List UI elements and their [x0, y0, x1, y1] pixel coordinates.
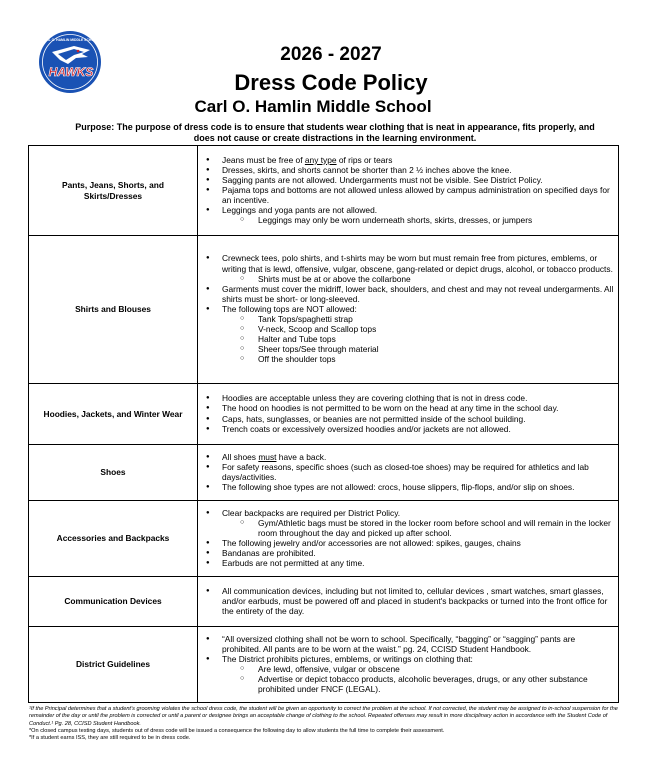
rules-cell	[198, 577, 619, 627]
underlined-text: any type	[304, 154, 337, 165]
rule-item	[222, 403, 614, 413]
category-cell: District Guidelines	[29, 627, 198, 703]
rule-item	[222, 414, 614, 424]
rules-list	[202, 634, 614, 695]
purpose-statement: Purpose: The purpose of dress code is to ensure that students wear clothing that is neat in appearance, fits properly, and does not cause or create distractions in the learning environment.	[75, 122, 595, 143]
table-row	[29, 236, 619, 384]
footnote-testing-days: *On closed campus testing days, students out of dress code will be issued a consequence the following day to allow students the full time to complete their assessment.	[29, 727, 445, 734]
rules-list	[202, 508, 614, 569]
rule-text: Garments must cover the midriff, lower back, shoulders, and chest and may not reveal undergarments. All shirts must be short- or long-sleeved.	[222, 283, 614, 304]
rule-item	[222, 253, 614, 283]
rules-list	[202, 452, 614, 492]
school-name: Carl O. Hamlin Middle School	[194, 97, 432, 116]
sub-rule-item: ○ Advertise or depict tobacco products, alcoholic beverages, drugs, or any other substance prohibited under FNCF (LEGAL).	[258, 674, 614, 694]
category-cell: Pants, Jeans, Shorts, and Skirts/Dresses	[29, 146, 198, 236]
table-row	[29, 146, 619, 236]
sub-rule-item: ○ Leggings may only be worn underneath shorts, skirts, dresses, or jumpers	[258, 215, 614, 225]
rule-text: The following tops are NOT allowed:	[222, 303, 357, 314]
rule-item	[222, 654, 614, 694]
rule-text: All shoes	[222, 451, 259, 462]
sub-rule-item: ○ Shirts must be at or above the collarbone	[258, 274, 614, 284]
sub-rule-item: ○ Gym/Athletic bags must be stored in the locker room before school and will remain in the locker room throughout the day and picked up after school.	[258, 518, 614, 538]
rule-text: Hoodies are acceptable unless they are covering clothing that is not in dress code.	[222, 393, 528, 404]
table-row	[29, 445, 619, 501]
sub-rules-list	[222, 518, 614, 538]
category-cell: Shirts and Blouses	[29, 236, 198, 384]
rule-text: Dresses, skirts, and shorts cannot be shorter than 2 ½ inches above the knee.	[222, 164, 512, 175]
rule-item	[222, 424, 614, 434]
rule-text: Crewneck tees, polo shirts, and t-shirts may be worn but must remain free from pictures, emblems, or writing that is lewd, offensive, vulgar, obscene, gang-related or depict drugs, alcohol, or tobacco products.	[222, 253, 613, 274]
category-cell: Hoodies, Jackets, and Winter Wear	[29, 384, 198, 445]
sub-rules-list	[222, 215, 614, 225]
category-cell: Shoes	[29, 445, 198, 501]
rule-text: Sagging pants are not allowed. Undergarments must not be visible. See District Policy.	[222, 174, 543, 185]
rule-item	[222, 185, 614, 205]
rules-cell	[198, 445, 619, 501]
footnotes	[29, 706, 619, 742]
sub-rule-item: ○ Are lewd, offensive, vulgar or obscene	[258, 664, 614, 674]
logo-wordmark: HAWKS	[48, 65, 94, 79]
rule-text: Earbuds are not permitted at any time.	[222, 558, 365, 569]
sub-rule-item: ○ Off the shoulder tops	[258, 354, 614, 364]
sub-rule-item: ○ Tank Tops/spaghetti strap	[258, 314, 614, 324]
footnote-principal: ¹If the Principal determines that a student’s grooming violates the school dress code, the student will be given an opportunity to correct the problem at the school. If not corrected, the student may be assigned to in-school suspension for the remainder of the day or until the problem is corrected or until a parent or designee brings an acceptable change of clothing to the school. Repeated offenses may result in more disciplinary action in accordance with the Student Code of Conduct.¹ Pg. 28, CCISD Student Handbook.	[29, 706, 618, 727]
rule-item	[222, 205, 614, 225]
category-cell: Accessories and Backpacks	[29, 501, 198, 577]
table-row	[29, 627, 619, 703]
sub-rule-item: ○ Sheer tops/See through material	[258, 344, 614, 354]
category-cell: Communication Devices	[29, 577, 198, 627]
rule-item	[222, 284, 614, 304]
rule-item	[222, 393, 614, 403]
underlined-text: must	[258, 451, 277, 462]
rule-text: Leggings and yoga pants are not allowed.	[222, 205, 378, 216]
rule-text: Trench coats or excessively oversized hoodies and/or jackets are not allowed.	[222, 423, 511, 434]
rules-list	[202, 253, 614, 364]
rules-list	[202, 393, 614, 433]
rule-item	[222, 165, 614, 175]
rule-text: Jeans must be free of	[222, 154, 305, 165]
table-row	[29, 577, 619, 627]
rules-list	[202, 586, 614, 616]
rule-text: For safety reasons, specific shoes (such as closed-toe shoes) may be required for athletics and lab days/activities.	[222, 461, 589, 482]
rule-item	[222, 304, 614, 365]
rules-cell	[198, 236, 619, 384]
footnote-iss: *If a student earns ISS, they are still required to be in dress code.	[29, 735, 191, 742]
rule-item	[222, 508, 614, 538]
rule-text: Bandanas are prohibited.	[222, 548, 316, 559]
rules-cell	[198, 146, 619, 236]
rule-text: “All oversized clothing shall not be worn to school. Specifically, “bagging” or “sagging” pants are prohibited. All pants are to be worn at the waist.” pg. 24, CCISD Student Handbook.	[222, 633, 576, 654]
logo-ring-text: CARL O. HAMLIN MIDDLE SCHOOL	[41, 38, 99, 42]
rule-item	[222, 538, 614, 548]
rules-cell	[198, 627, 619, 703]
sub-rule-item: ○ V-neck, Scoop and Scallop tops	[258, 324, 614, 334]
rule-text: have a back.	[276, 451, 327, 462]
rules-list	[202, 155, 614, 226]
rule-item	[222, 462, 614, 482]
rule-text: Clear backpacks are required per District Policy.	[222, 507, 401, 518]
rule-item	[222, 586, 614, 616]
school-year: 2026 - 2027	[280, 44, 382, 65]
sub-rule-item: ○ Halter and Tube tops	[258, 334, 614, 344]
rule-item	[222, 482, 614, 492]
rule-text: Caps, hats, sunglasses, or beanies are not permitted inside of the school building.	[222, 413, 526, 424]
rule-text: Pajama tops and bottoms are not allowed unless allowed by campus administration on specified days for an incentive.	[222, 184, 610, 206]
sub-rules-list	[222, 664, 614, 694]
rule-item	[222, 548, 614, 558]
table-row	[29, 384, 619, 445]
rules-cell	[198, 501, 619, 577]
sub-rules-list	[222, 314, 614, 364]
page-title: Dress Code Policy	[234, 70, 428, 95]
rule-text: The District prohibits pictures, emblems, or writings on clothing that:	[222, 653, 473, 664]
rules-cell	[198, 384, 619, 445]
rule-text: The following shoe types are not allowed: crocs, house slippers, flip-flops, and/or slip on shoes.	[222, 482, 575, 493]
dress-code-table	[28, 145, 619, 703]
table-row	[29, 501, 619, 577]
rule-text: of rips or tears	[336, 154, 393, 165]
rule-item	[222, 634, 614, 654]
sub-rules-list	[222, 274, 614, 284]
rule-item	[222, 155, 614, 165]
rule-item	[222, 452, 614, 462]
rule-item	[222, 175, 614, 185]
rule-text: The hood on hoodies is not permitted to be worn on the head at any time in the school day.	[222, 403, 559, 414]
rule-text: The following jewelry and/or accessories are not allowed: spikes, gauges, chains	[222, 538, 521, 548]
rule-text: All communication devices, including but not limited to, cellular devices , smart watches, smart glasses, and/or earbuds, must be powered off and placed in student's backpacks or turned into the front office for the entirety of the day.	[222, 585, 608, 617]
rule-item	[222, 558, 614, 568]
